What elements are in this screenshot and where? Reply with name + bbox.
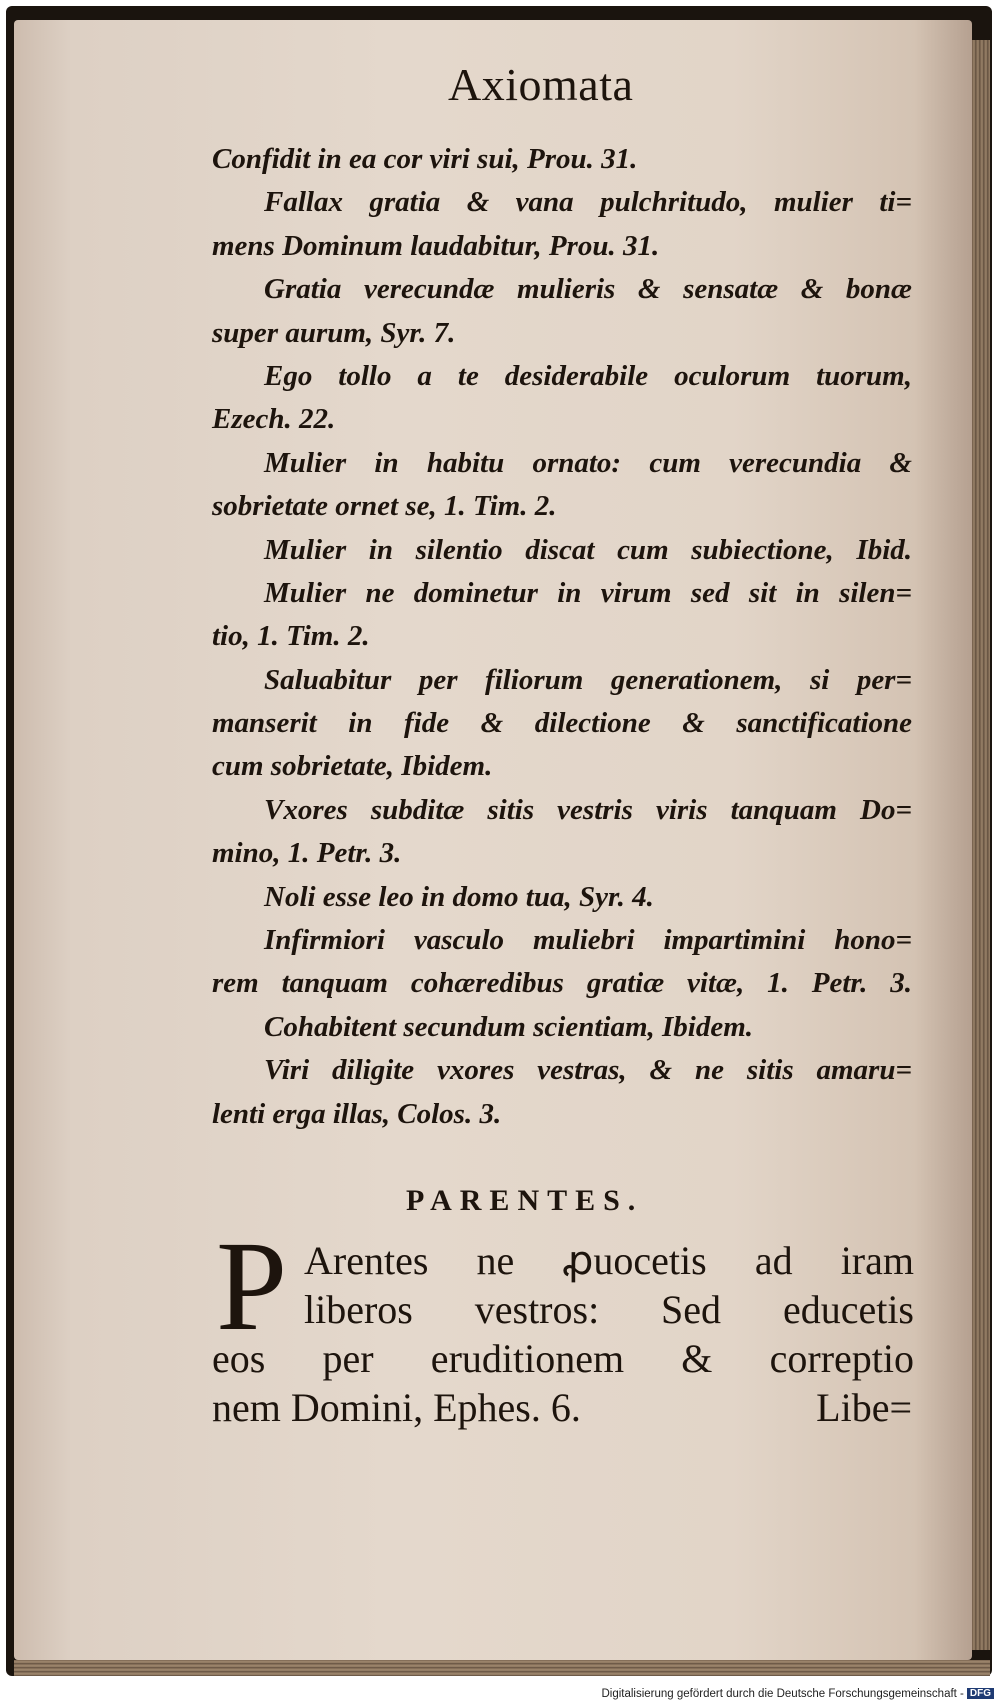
page-fore-edge — [972, 40, 990, 1650]
drop-cap-initial: P — [216, 1215, 288, 1357]
text-line: Mulier in habitu ornato: cum verecundia & — [264, 446, 912, 479]
text-line: tio, 1. Tim. 2. — [212, 620, 370, 653]
text-line: mens Dominum laudabitur, Prou. 31. — [212, 229, 660, 262]
parentes-paragraph — [212, 1236, 914, 1432]
text-line: super aurum, Syr. 7. — [212, 316, 456, 349]
text-line: Gratia verecundæ mulieris & sensatæ & bonæ — [264, 273, 912, 306]
text-line: sobrietate ornet se, 1. Tim. 2. — [212, 490, 557, 523]
paragraph-line: Arentes ne ꝓuocetis ad iram — [304, 1238, 914, 1283]
text-line: lenti erga illas, Colos. 3. — [212, 1097, 502, 1130]
text-line: cum sobrietate, Ibidem. — [212, 750, 493, 783]
section-heading: PARENTES. — [406, 1184, 644, 1217]
text-line: Infirmiori vasculo muliebri impartimini hono= — [264, 924, 912, 957]
text-line: Noli esse leo in domo tua, Syr. 4. — [264, 880, 654, 913]
text-line: Mulier in silentio discat cum subiectione, Ibid. — [264, 533, 912, 566]
text-line: mino, 1. Petr. 3. — [212, 837, 402, 870]
text-line: Ezech. 22. — [212, 403, 336, 436]
axiom-text-block — [212, 138, 912, 1136]
text-line: Cohabitent secundum scientiam, Ibidem. — [264, 1010, 754, 1043]
text-line: Saluabitur per filiorum generationem, si per= — [264, 663, 912, 696]
text-line: rem tanquam cohæredibus gratiæ vitæ, 1. Petr. 3. — [212, 967, 912, 1000]
text-line: Vxores subditæ sitis vestris viris tanquam Do= — [264, 793, 912, 826]
digitization-credit — [601, 1688, 994, 1700]
paragraph-line: eos per eruditionem & correptio — [212, 1336, 914, 1381]
text-line: Ego tollo a te desiderabile oculorum tuorum, — [264, 359, 912, 392]
text-line: Confidit in ea cor viri sui, Prou. 31. — [212, 143, 638, 175]
page-bottom-edge — [14, 1660, 990, 1676]
text-line: manserit in fide & dilectione & sanctificatione — [212, 707, 912, 740]
text-line: Mulier ne dominetur in virum sed sit in silen= — [264, 576, 912, 609]
paragraph-line: liberos vestros: Sed educetis — [304, 1287, 914, 1332]
text-line: Fallax gratia & vana pulchritudo, mulier ti= — [264, 186, 912, 219]
running-head: Axiomata — [448, 59, 634, 110]
credit-text: Digitalisierung gefördert durch die Deutsche Forschungsgemeinschaft - — [601, 1688, 964, 1700]
catchword: Libe= — [816, 1385, 912, 1430]
paragraph-line: nem Domini, Ephes. 6. — [212, 1385, 581, 1430]
paragraph-line-last — [212, 1383, 914, 1432]
text-line: Viri diligite vxores vestras, & ne sitis amaru= — [264, 1054, 912, 1087]
dfg-logo: DFG — [967, 1688, 994, 1699]
